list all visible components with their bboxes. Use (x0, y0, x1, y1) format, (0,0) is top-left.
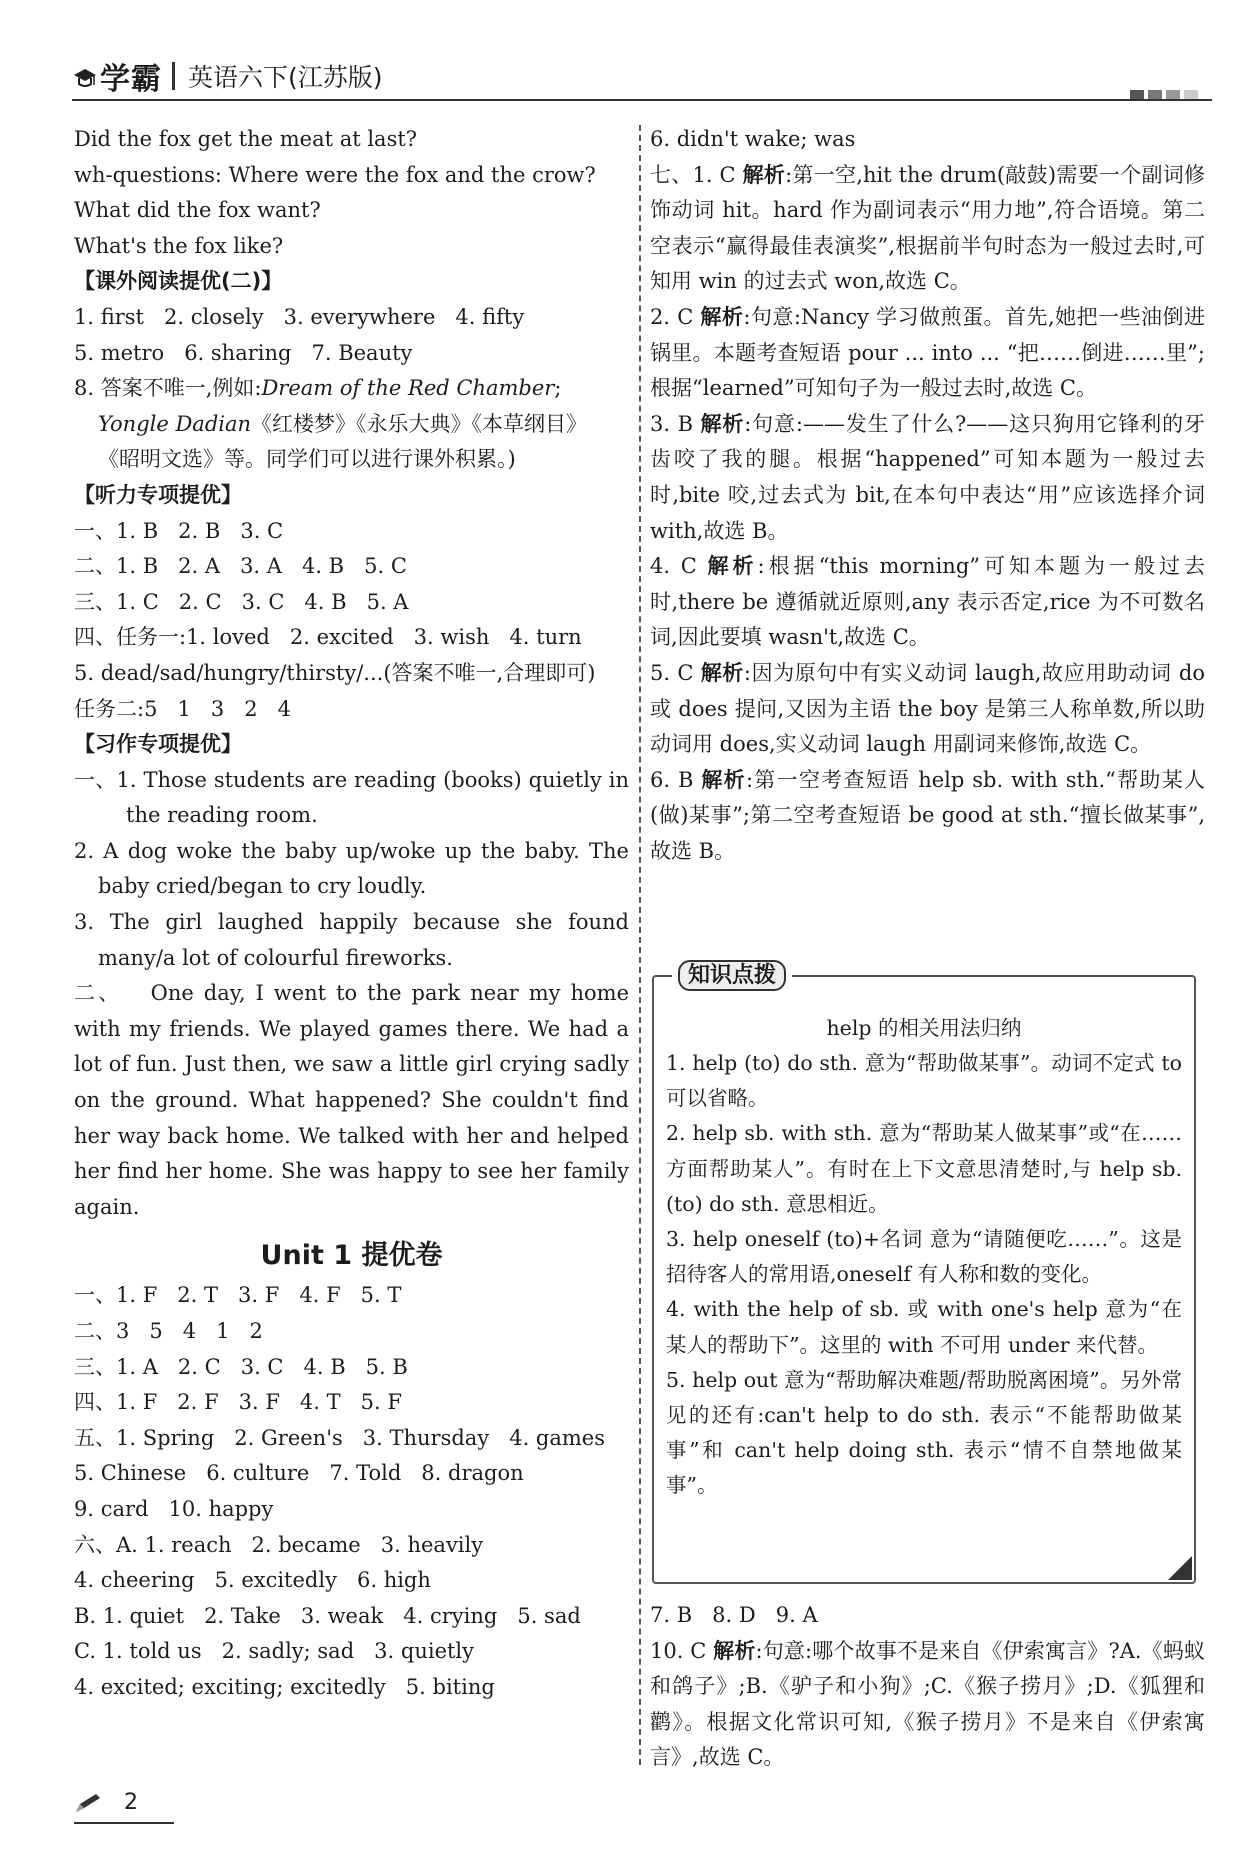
explanation (650, 763, 1205, 870)
explanation (650, 158, 1205, 300)
writing-answer: 一、1. Those students are reading (books) quietly in the reading room. (74, 767, 629, 828)
answer-line: 四、任务一:1. loved 2. excited 3. wish 4. turn (74, 625, 582, 650)
page-footer (74, 1790, 138, 1815)
analysis-label: 解析 (700, 304, 744, 329)
analysis-text: :第一空考查短语 help sb. with sth.“帮助某人(做)某事”;第二空考查短语 be good at sth.“擅长做某事”,故选 B。 (650, 767, 1205, 863)
answer-line: 6. didn't wake; was (650, 127, 856, 151)
right-column-bottom (650, 1598, 1205, 1776)
right-column (650, 122, 1205, 869)
knowledge-item: 4. with the help of sb. 或 with one's help 意为“在某人的帮助下”。这里的 with 不可用 under 来代替。 (666, 1297, 1182, 1357)
left-column (74, 122, 629, 1706)
section-heading: 【听力专项提优】 (74, 482, 242, 507)
answer-line (74, 371, 629, 407)
unit-title: Unit 1 提优卷 (260, 1240, 443, 1272)
analysis-text: :句意:——发生了什么?——这只狗用它锋利的牙齿咬了我的腿。根据“happened”可知本题为一般过去时,bite 咬,过去式为 bit,在本句中表达“用”应该选择介词 with,故选 B。 (650, 411, 1205, 543)
essay-label: 二、 (74, 981, 123, 1006)
answer-line: 四、1. F 2. F 3. F 4. T 5. F (74, 1390, 402, 1415)
text-line: What's the fox like? (74, 233, 284, 258)
essay-text: One day, I went to the park near my home with my friends. We played games there. We had a lot of fun. Just then, we saw a little girl crying sadly on the ground. What happened? She couldn't find her way back home. We talked with her and helped her find her home. She was happy to see her family again. (74, 981, 630, 1219)
answer-line: 六、A. 1. reach 2. became 3. heavily (74, 1532, 484, 1557)
answer-line: 一、1. F 2. T 3. F 4. F 5. T (74, 1283, 402, 1308)
analysis-label: 解析 (700, 411, 745, 436)
text-line: Did the fox get the meat at last? (74, 127, 418, 151)
writing-answer: 2. A dog woke the baby up/woke up the baby. The baby cried/began to cry loudly. (74, 838, 629, 899)
knowledge-item: 3. help oneself (to)+名词 意为“请随便吃……”。这是招待客人的常用语,oneself 有人称和数的变化。 (666, 1227, 1182, 1287)
section-heading: 【课外阅读提优(二)】 (74, 269, 283, 294)
answer-line: 7. B 8. D 9. A (650, 1603, 818, 1627)
q-number: 6. B (650, 767, 694, 792)
graduation-cap-icon (72, 66, 98, 92)
column-divider (639, 125, 641, 1765)
answer-line: 任务二:5 1 3 2 4 (74, 696, 291, 721)
answer-line: 1. first 2. closely 3. everywhere 4. fifty (74, 304, 525, 329)
answer-line: 4. excited; exciting; excitedly 5. biting (74, 1674, 495, 1699)
analysis-text: :句意:Nancy 学习做煎蛋。首先,她把一些油倒进锅里。本题考查短语 pour ... into ... “把……倒进……里”;根据“learned”可知句子为一般过去时,故选 C。 (650, 304, 1206, 401)
q-number: 5. C (650, 660, 694, 685)
answer-line: 4. cheering 5. excitedly 6. high (74, 1568, 431, 1593)
answer-line: C. 1. told us 2. sadly; sad 3. quietly (74, 1639, 475, 1664)
q-number: 10. C (650, 1638, 707, 1663)
knowledge-item: 1. help (to) do sth. 意为“帮助做某事”。动词不定式 to 可以省略。 (666, 1051, 1182, 1111)
book-title: 英语六下(江苏版) (188, 63, 383, 92)
q8-books: 《红楼梦》《永乐大典》《本草纲目》 (251, 411, 588, 436)
analysis-text: :句意:哪个故事不是来自《伊索寓言》?A.《蚂蚁和鸽子》;B.《驴子和小狗》;C.《猴子捞月》;D.《狐狸和鹳》。根据文化常识可知,《猴子捞月》不是来自《伊索寓言》,故选 C。 (650, 1638, 1206, 1770)
writing-answer: 3. The girl laughed happily because she found many/a lot of colourful fireworks. (74, 910, 629, 970)
knowledge-box-content (666, 1010, 1182, 1504)
analysis-label: 解析 (713, 1638, 756, 1663)
analysis-label: 解析 (742, 162, 786, 187)
answer-line: 三、1. C 2. C 3. C 4. B 5. A (74, 589, 409, 614)
explanation (650, 300, 1205, 407)
analysis-text: :第一空,hit the drum(敲鼓)需要一个副词修饰动词 hit。hard 作为副词表示“用力地”,符合语境。第二空表示“赢得最佳表演奖”,根据前半句时态为一般过去时,可知用 win 的过去式 won,故选 C。 (650, 162, 1205, 294)
answer-line: 三、1. A 2. C 3. C 4. B 5. B (74, 1354, 408, 1379)
answer-line: 五、1. Spring 2. Green's 3. Thursday 4. games (74, 1425, 605, 1450)
analysis-text: :因为原句中有实义动词 laugh,故应用助动词 do 或 does 提问,又因为主语 the boy 是第三人称单数,所以助动词用 does,实义动词 laugh 用副词来修饰,故选 C。 (650, 660, 1205, 757)
analysis-label: 解析 (707, 554, 758, 579)
knowledge-box-title: help 的相关用法归纳 (826, 1016, 1022, 1040)
header-separator (172, 62, 175, 90)
explanation (650, 656, 1205, 763)
answer-line: 一、1. B 2. B 3. C (74, 518, 284, 543)
book-title-italic: Dream of the Red Chamber (261, 376, 555, 401)
page-header (72, 52, 1212, 104)
box-corner-fold (1168, 1556, 1192, 1580)
text-line: What did the fox want? (74, 198, 321, 223)
pencil-icon (74, 1792, 104, 1814)
answer-line: 9. card 10. happy (74, 1496, 274, 1521)
q-number: 2. C (650, 304, 694, 329)
logo-text: 学霸 (100, 62, 162, 97)
q-number: 4. C (650, 554, 697, 579)
answer-line: 5. dead/sad/hungry/thirsty/...(答案不唯一,合理即可) (74, 660, 596, 685)
knowledge-box-label: 知识点拨 (678, 960, 786, 991)
answer-line (74, 407, 629, 443)
analysis-label: 解析 (700, 660, 744, 685)
explanation (650, 407, 1205, 549)
section-heading: 【习作专项提优】 (74, 732, 242, 757)
knowledge-item: 5. help out 意为“帮助解决难题/帮助脱离困境”。另外常见的还有:can't help to do sth. 表示“不能帮助做某事”和 can't help doing sth. 表示“情不自禁地做某事”。 (666, 1367, 1182, 1498)
explanation (650, 1634, 1205, 1776)
answer-line: 5. Chinese 6. culture 7. Told 8. dragon (74, 1461, 524, 1486)
footer-rule (74, 1822, 174, 1824)
brand-logo (72, 54, 162, 98)
text-line: wh-questions: Where were the fox and the crow? (74, 162, 596, 187)
q-number: 3. B (650, 411, 693, 436)
answer-line: 二、3 5 4 1 2 (74, 1319, 263, 1343)
answer-line: 《昭明文选》等。同学们可以进行课外积累。) (98, 447, 516, 472)
essay (74, 976, 629, 1225)
header-rule (72, 99, 1212, 101)
answer-line: 5. metro 6. sharing 7. Beauty (74, 340, 413, 365)
explanation (650, 549, 1205, 656)
answer-line: 二、1. B 2. A 3. A 4. B 5. C (74, 554, 407, 579)
q8-text: 8. 答案不唯一,例如: (74, 376, 262, 401)
analysis-text: :根据“this morning”可知本题为一般过去时,there be 遵循就近原则,any 表示否定,rice 为不可数名词,因此要填 wasn't,故选 C。 (650, 554, 1206, 650)
q-number: 七、1. C (650, 162, 736, 187)
answer-line: B. 1. quiet 2. Take 3. weak 4. crying 5. sad (74, 1603, 581, 1628)
knowledge-item: 2. help sb. with sth. 意为“帮助某人做某事”或“在……方面帮助某人”。有时在上下文意思清楚时,与 help sb. (to) do sth. 意思相近。 (666, 1121, 1182, 1216)
knowledge-box-tag (672, 958, 792, 989)
q8-sep: ; (554, 376, 562, 401)
book-title-italic: Yongle Dadian (98, 411, 252, 436)
page-number: 2 (124, 1790, 138, 1815)
analysis-label: 解析 (701, 767, 746, 792)
